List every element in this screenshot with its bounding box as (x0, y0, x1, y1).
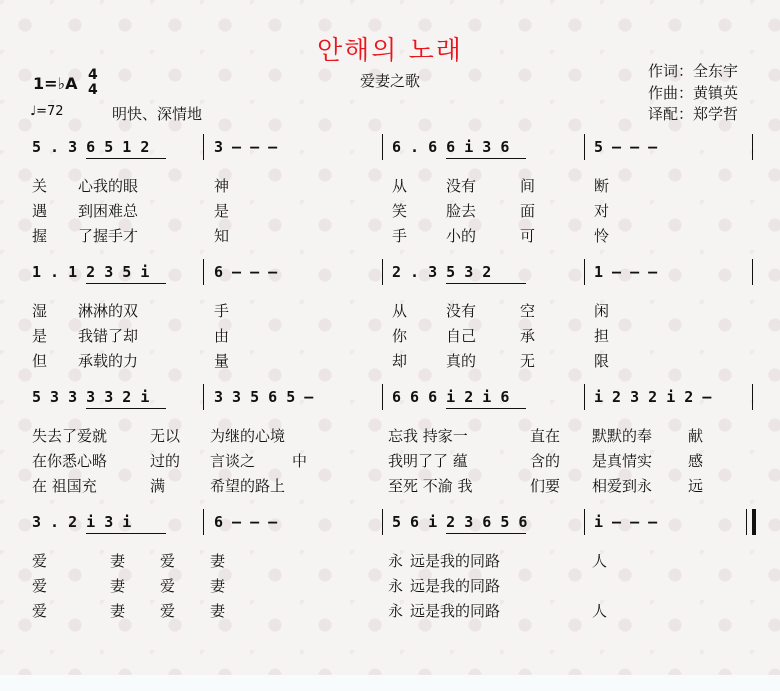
measure-notes: 6 6 6 i 2 i 6 (392, 388, 510, 406)
lyric-syllable: 远是我的同路 (410, 577, 501, 595)
barline (584, 384, 585, 410)
lyric-syllable: 远是我的同路 (410, 552, 501, 570)
lyric-syllable: 爱 (32, 577, 48, 595)
lyric-syllable: 远是我的同路 (410, 602, 501, 620)
beam-line (446, 158, 526, 159)
lyric-syllable: 人 (592, 602, 608, 620)
lyric-syllable: 怜 (594, 227, 610, 245)
lyric-syllable: 们要 (530, 477, 561, 495)
lyric-syllable: 对 (594, 202, 610, 220)
beam-line (446, 408, 526, 409)
measure-notes: i 2 3 2 i 2 – (594, 388, 712, 406)
lyric-syllable: 至死 不渝 我 (388, 477, 473, 495)
lyricist-credit: 作词：全东宇 (648, 62, 739, 80)
lyric-syllable: 量 (214, 352, 230, 370)
lyric-syllable: 神 (214, 177, 230, 195)
beam-line (86, 158, 166, 159)
lyric-syllable: 满 (150, 477, 166, 495)
lyric-syllable: 闲 (594, 302, 610, 320)
lyric-syllable: 为继的心境 (210, 427, 286, 445)
lyric-syllable: 从 (392, 302, 408, 320)
lyric-syllable: 希望的路上 (210, 477, 286, 495)
lyric-syllable: 献 (688, 427, 704, 445)
lyric-syllable: 爱 (160, 577, 176, 595)
lyric-syllable: 无 (520, 352, 536, 370)
lyric-syllable: 面 (520, 202, 536, 220)
lyric-syllable: 担 (594, 327, 610, 345)
arranger-credit: 译配：郑学哲 (648, 105, 739, 123)
lyric-syllable: 在你悉心略 (32, 452, 108, 470)
lyric-syllable: 关 (32, 177, 48, 195)
lyric-syllable: 到困难总 (78, 202, 139, 220)
measure-notes: 1 – – – (594, 263, 658, 281)
lyric-syllable: 间 (520, 177, 536, 195)
meter-top: 4 (88, 67, 98, 83)
measure-notes: i – – – (594, 513, 658, 531)
lyric-syllable: 手 (214, 302, 230, 320)
lyric-syllable: 了握手才 (78, 227, 139, 245)
lyric-syllable: 没有 (446, 177, 477, 195)
time-signature (88, 68, 98, 98)
barline (203, 509, 204, 535)
lyric-syllable: 笑 (392, 202, 408, 220)
lyric-syllable: 失去了爱就 (32, 427, 108, 445)
barline (752, 134, 753, 160)
lyric-syllable: 我明了了 蕴 (388, 452, 468, 470)
lyric-syllable: 真的 (446, 352, 477, 370)
barline (382, 384, 383, 410)
beam-line (446, 533, 526, 534)
lyric-syllable: 握 (32, 227, 48, 245)
measure-notes: 3 – – – (214, 138, 278, 156)
beam-line (446, 283, 526, 284)
lyric-syllable: 淋淋的双 (78, 302, 139, 320)
lyric-syllable: 手 (392, 227, 408, 245)
measure-notes: 3 3 5 6 5 – (214, 388, 314, 406)
composer-credit: 作曲：黄镇英 (648, 84, 739, 102)
lyric-syllable: 你 (392, 327, 408, 345)
lyric-syllable: 永 (388, 602, 404, 620)
lyric-syllable: 妻 (110, 577, 126, 595)
lyric-syllable: 小的 (446, 227, 477, 245)
lyric-syllable: 妻 (110, 602, 126, 620)
lyric-syllable: 默默的奉 (592, 427, 653, 445)
barline (203, 134, 204, 160)
lyric-syllable: 从 (392, 177, 408, 195)
lyric-syllable: 湿 (32, 302, 48, 320)
barline (382, 134, 383, 160)
lyric-syllable: 忘我 持家一 (388, 427, 468, 445)
lyric-syllable: 是真情实 (592, 452, 653, 470)
song-title: 안해의 노래 (317, 36, 463, 66)
final-barline (752, 509, 756, 535)
lyric-syllable: 无以 (150, 427, 181, 445)
measure-notes: 3 . 2 i 3 i (32, 513, 132, 531)
lyric-syllable: 脸去 (446, 202, 477, 220)
barline (203, 384, 204, 410)
tempo-mark: ♩=72 (30, 104, 64, 119)
barline (752, 384, 753, 410)
lyric-syllable: 心我的眼 (78, 177, 139, 195)
lyric-syllable: 但 (32, 352, 48, 370)
lyric-syllable: 限 (594, 352, 610, 370)
lyric-syllable: 爱 (32, 552, 48, 570)
lyric-syllable: 遇 (32, 202, 48, 220)
lyric-syllable: 是 (32, 327, 48, 345)
barline (382, 509, 383, 535)
lyric-syllable: 我错了却 (78, 327, 139, 345)
lyric-syllable: 承 (520, 327, 536, 345)
measure-notes: 1 . 1 2 3 5 i (32, 263, 150, 281)
lyric-syllable: 永 (388, 577, 404, 595)
lyric-syllable: 可 (520, 227, 536, 245)
lyric-syllable: 爱 (160, 602, 176, 620)
beam-line (86, 408, 166, 409)
song-subtitle: 爱妻之歌 (359, 72, 420, 90)
lyric-syllable: 爱 (32, 602, 48, 620)
lyric-syllable: 爱 (160, 552, 176, 570)
lyric-syllable: 知 (214, 227, 230, 245)
beam-line (86, 533, 166, 534)
lyric-syllable: 过的 (150, 452, 181, 470)
lyric-syllable: 言谈之 (210, 452, 256, 470)
measure-notes: 2 . 3 5 3 2 (392, 263, 492, 281)
expression-mark: 明快、深情地 (112, 105, 203, 123)
barline (584, 509, 585, 535)
measure-notes: 5 6 i 2 3 6 5 6 (392, 513, 528, 531)
barline (746, 509, 747, 535)
lyric-syllable: 是 (214, 202, 230, 220)
key-signature: 1=♭A (33, 74, 78, 93)
measure-notes: 6 . 6 6 i 3 6 (392, 138, 510, 156)
lyric-syllable: 永 (388, 552, 404, 570)
measure-notes: 6 – – – (214, 513, 278, 531)
lyric-syllable: 相爱到永 (592, 477, 653, 495)
lyric-syllable: 人 (592, 552, 608, 570)
page-bottom-strip (0, 675, 780, 691)
lyric-syllable: 却 (392, 352, 408, 370)
lyric-syllable: 妻 (210, 552, 226, 570)
lyric-syllable: 自己 (446, 327, 477, 345)
lyric-syllable: 由 (214, 327, 230, 345)
lyric-syllable: 承载的力 (78, 352, 139, 370)
barline (382, 259, 383, 285)
lyric-syllable: 空 (520, 302, 536, 320)
lyric-syllable: 中 (292, 452, 308, 470)
lyric-syllable: 直在 (530, 427, 561, 445)
lyric-syllable: 在 祖国充 (32, 477, 97, 495)
barline (752, 259, 753, 285)
lyric-syllable: 感 (688, 452, 704, 470)
lyric-syllable: 妻 (210, 577, 226, 595)
lyric-syllable: 没有 (446, 302, 477, 320)
lyric-syllable: 断 (594, 177, 610, 195)
lyric-syllable: 远 (688, 477, 704, 495)
measure-notes: 6 – – – (214, 263, 278, 281)
lyric-syllable: 含的 (530, 452, 561, 470)
measure-notes: 5 3 3 3 3 2 i (32, 388, 150, 406)
measure-notes: 5 . 3 6 5 1 2 (32, 138, 150, 156)
beam-line (86, 283, 166, 284)
barline (584, 259, 585, 285)
lyric-syllable: 妻 (110, 552, 126, 570)
measure-notes: 5 – – – (594, 138, 658, 156)
barline (584, 134, 585, 160)
barline (203, 259, 204, 285)
lyric-syllable: 妻 (210, 602, 226, 620)
meter-bottom: 4 (88, 82, 98, 98)
